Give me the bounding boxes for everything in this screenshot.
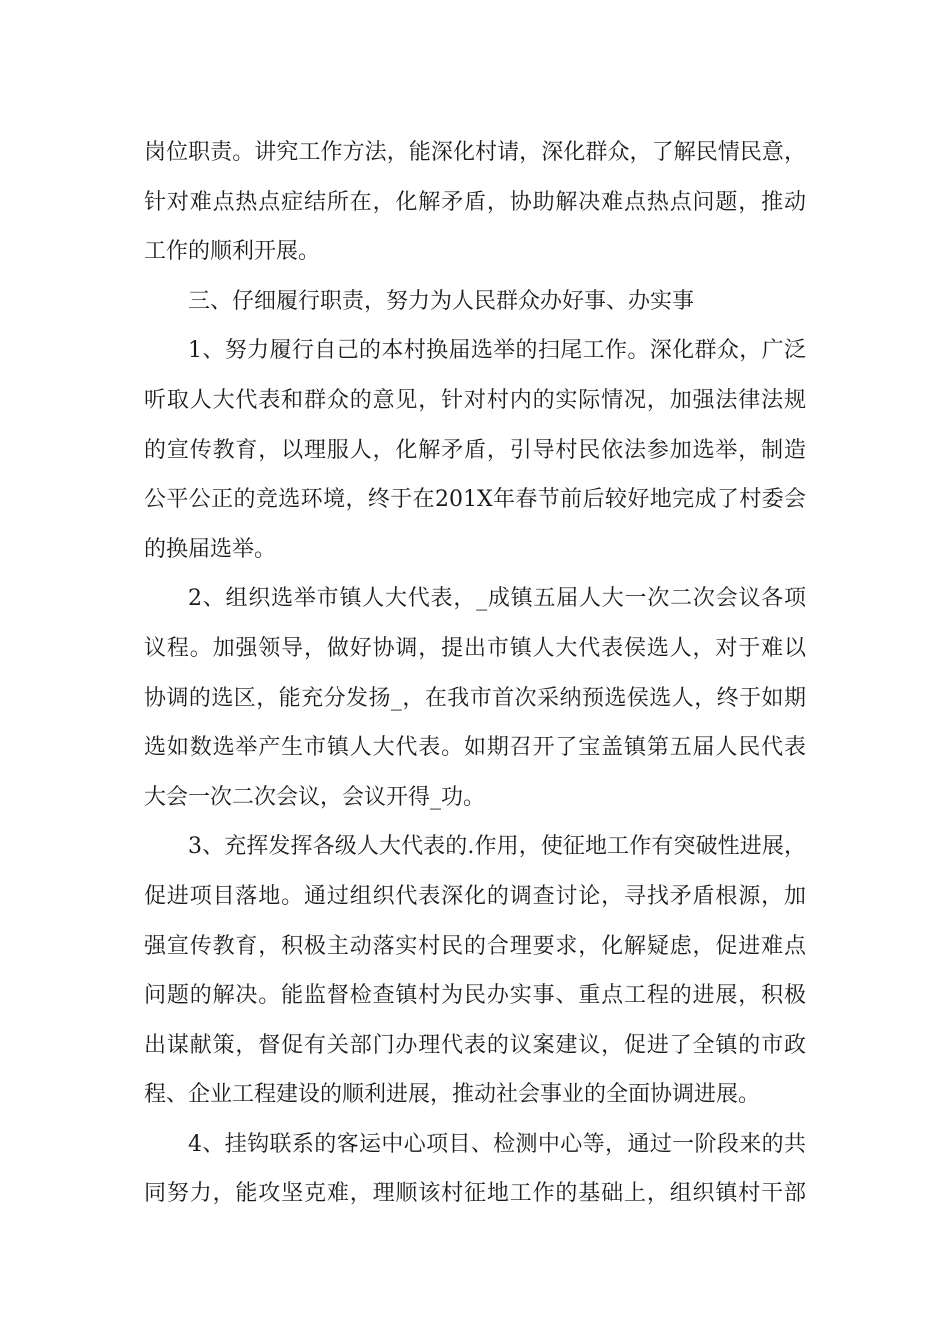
text-line: 促进项目落地。通过组织代表深化的调查讨论，寻找矛盾根源，加 (144, 883, 806, 909)
text-line: 议程。加强领导，做好协调，提出市镇人大代表侯选人，对于难以 (144, 635, 806, 661)
text-line: 3、充挥发挥各级人大代表的.作用，使征地工作有突破性进展， (188, 834, 806, 860)
paragraph (144, 574, 806, 822)
text-line: 选如数选举产生市镇人大代表。如期召开了宝盖镇第五届人民代表 (144, 735, 806, 761)
text-line: 协调的选区，能充分发扬_，在我市首次采纳预选侯选人，终于如期 (144, 685, 806, 711)
paragraph (144, 1120, 806, 1219)
text-line: 的宣传教育，以理服人，化解矛盾，引导村民依法参加选举，制造 (144, 437, 806, 463)
document-body (144, 128, 806, 1219)
text-line: 出谋献策，督促有关部门办理代表的议案建议，促进了全镇的市政 (144, 1032, 806, 1058)
text-line: 三、仔细履行职责，努力为人民群众办好事、办实事 (188, 288, 695, 314)
section-heading (144, 277, 806, 327)
paragraph (144, 326, 806, 574)
text-line: 2、组织选举市镇人大代表，_成镇五届人大一次二次会议各项 (188, 586, 806, 612)
paragraph (144, 822, 806, 1120)
text-line: 听取人大代表和群众的意见，针对村内的实际情况，加强法律法规 (144, 387, 806, 413)
text-line: 问题的解决。能监督检查镇村为民办实事、重点工程的进展，积极 (144, 983, 806, 1009)
text-line: 公平公正的竞选环境，终于在201X年春节前后较好地完成了村委会 (144, 487, 806, 513)
text-line: 大会一次二次会议，会议开得_功。 (144, 784, 486, 810)
text-line: 工作的顺利开展。 (144, 239, 321, 265)
text-line: 程、企业工程建设的顺利进展，推动社会事业的全面协调进展。 (144, 1082, 761, 1108)
text-line: 岗位职责。讲究工作方法，能深化村请，深化群众，了解民情民意， (144, 140, 806, 165)
text-line: 强宣传教育，积极主动落实村民的合理要求，化解疑虑，促进难点 (144, 933, 806, 959)
text-line: 针对难点热点症结所在，化解矛盾，协助解决难点热点问题，推动 (144, 189, 806, 215)
text-line: 同努力，能攻坚克难，理顺该村征地工作的基础上，组织镇村干部 (144, 1181, 806, 1207)
text-line: 4、挂钩联系的客运中心项目、检测中心等，通过一阶段来的共 (188, 1131, 806, 1157)
text-line: 的换届选举。 (144, 536, 277, 562)
paragraph (144, 128, 806, 277)
text-line: 1、努力履行自己的本村换届选举的扫尾工作。深化群众，广泛 (188, 338, 806, 364)
